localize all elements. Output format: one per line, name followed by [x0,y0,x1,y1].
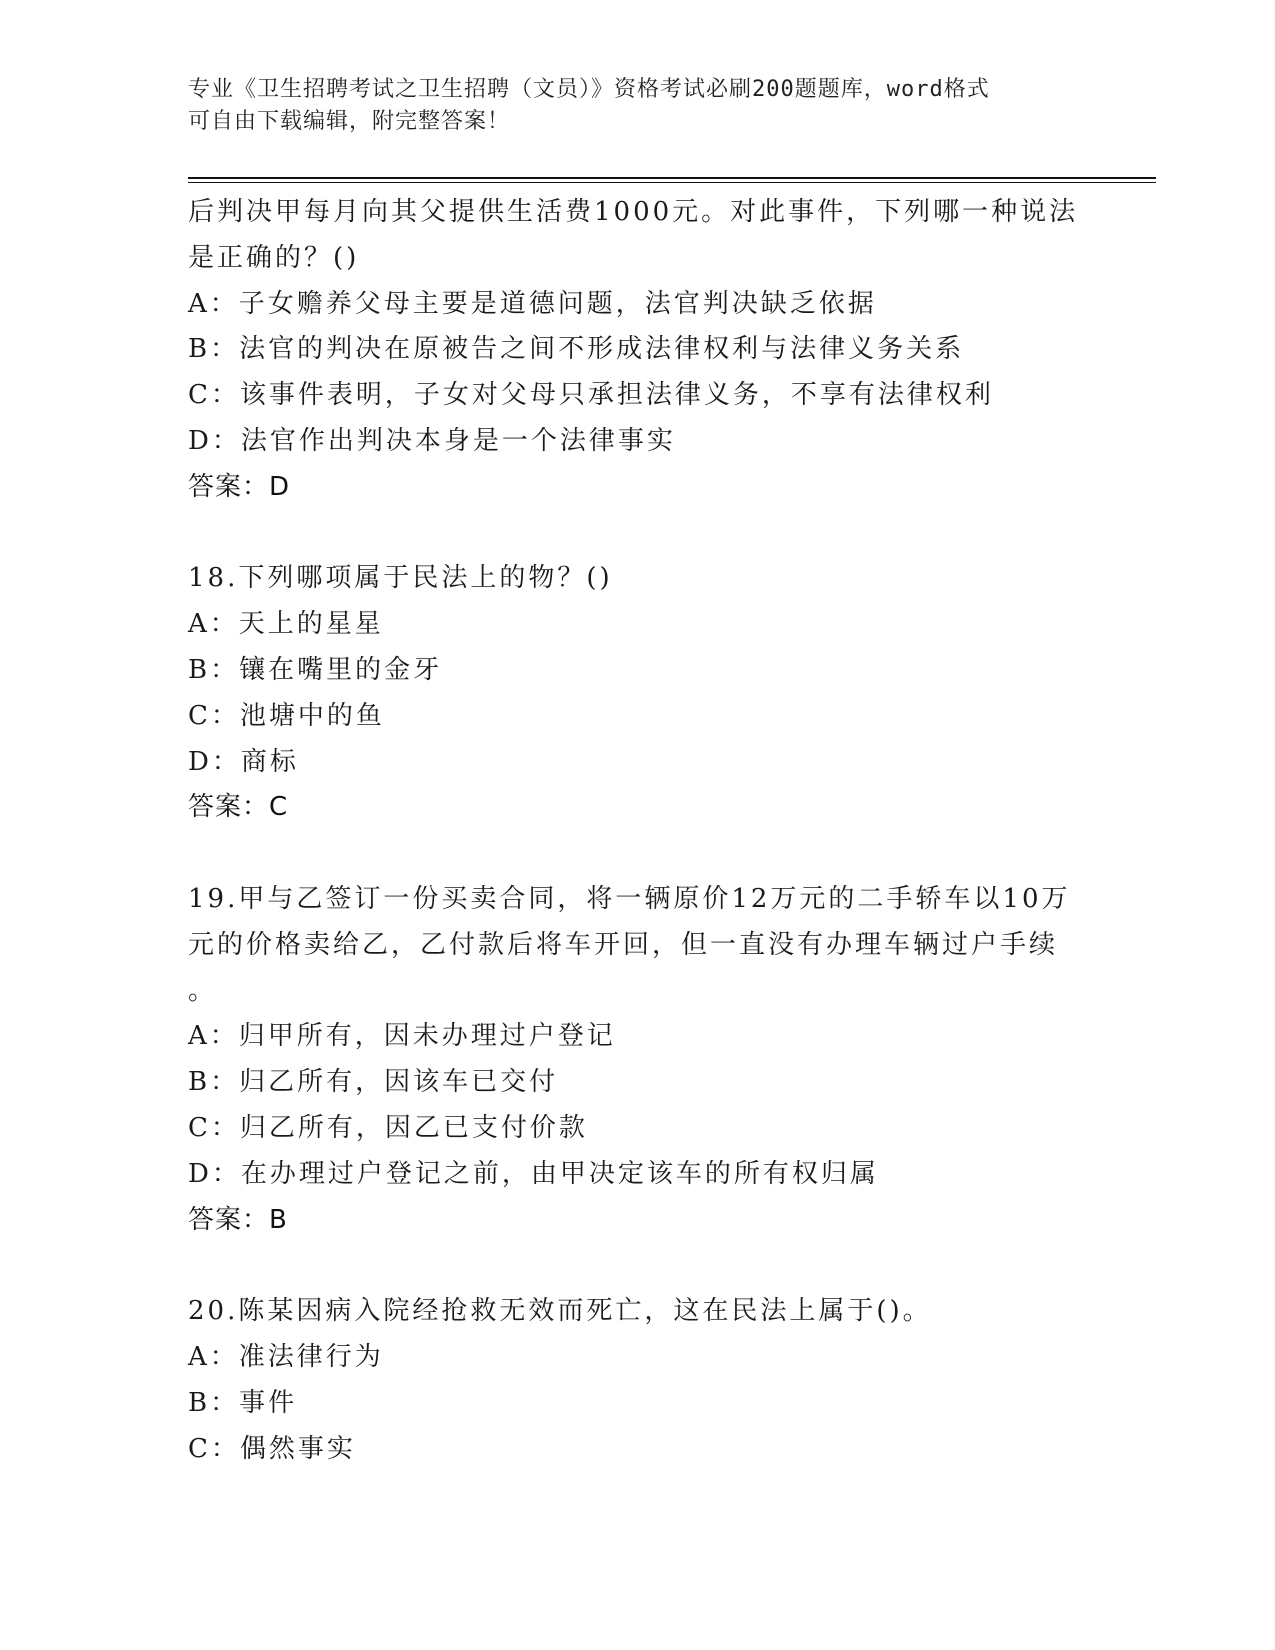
option-d: D：商标 [188,746,299,777]
question-stem-line: 后判决甲每月向其父提供生活费1000元。对此事件，下列哪一种说法 [188,197,1079,227]
spacer [188,1243,1088,1289]
question-stem-line: 是正确的？() [188,242,360,273]
header-divider-thick [188,177,1156,179]
option-c: C：归乙所有，因乙已支付价款 [188,1112,588,1143]
question-stem-line: 19.甲与乙签订一份买卖合同，将一辆原价12万元的二手轿车以10万 [188,883,1071,914]
option-c: C：该事件表明，子女对父母只承担法律义务，不享有法律权利 [188,380,994,411]
option-a: A：子女赡养父母主要是道德问题，法官判决缺乏依据 [188,288,877,319]
option-c: C：偶然事实 [188,1433,356,1464]
option-a: A：天上的星星 [188,609,384,640]
spacer [188,511,1088,557]
option-a: A：准法律行为 [188,1341,384,1372]
question-20 [188,1289,1088,1472]
option-a: A：归甲所有，因未办理过户登记 [188,1021,616,1052]
option-c: C：池塘中的鱼 [188,700,385,731]
spacer [188,831,1088,877]
answer-line: 答案：D [188,471,291,502]
option-b: B：法官的判决在原被告之间不形成法律权利与法律义务关系 [188,334,965,365]
question-stem-line: 。 [188,975,218,1006]
document-header [188,74,1078,138]
question-stem-line: 18.下列哪项属于民法上的物？() [188,563,613,594]
header-divider-thin [188,182,1156,183]
question-19 [188,877,1088,1243]
header-title-line-2: 可自由下载编辑，附完整答案！ [188,109,511,134]
header-title-line-1: 专业《卫生招聘考试之卫生招聘（文员）》资格考试必刷200题题库，word格式 [188,77,990,102]
option-b: B：事件 [188,1387,298,1418]
option-b: B：镶在嘴里的金牙 [188,654,443,685]
question-17 [188,190,1088,511]
question-18 [188,556,1088,831]
answer-line: 答案：C [188,792,289,823]
option-d: D：法官作出判决本身是一个法律事实 [188,425,676,456]
document-body [188,190,1088,1472]
option-d: D：在办理过户登记之前，由甲决定该车的所有权归属 [188,1158,879,1189]
answer-line: 答案：B [188,1204,288,1235]
option-b: B：归乙所有，因该车已交付 [188,1067,559,1098]
question-stem-line: 20.陈某因病入院经抢救无效而死亡，这在民法上属于()。 [188,1296,932,1327]
question-stem-line: 元的价格卖给乙，乙付款后将车开回，但一直没有办理车辆过户手续 [188,929,1059,960]
